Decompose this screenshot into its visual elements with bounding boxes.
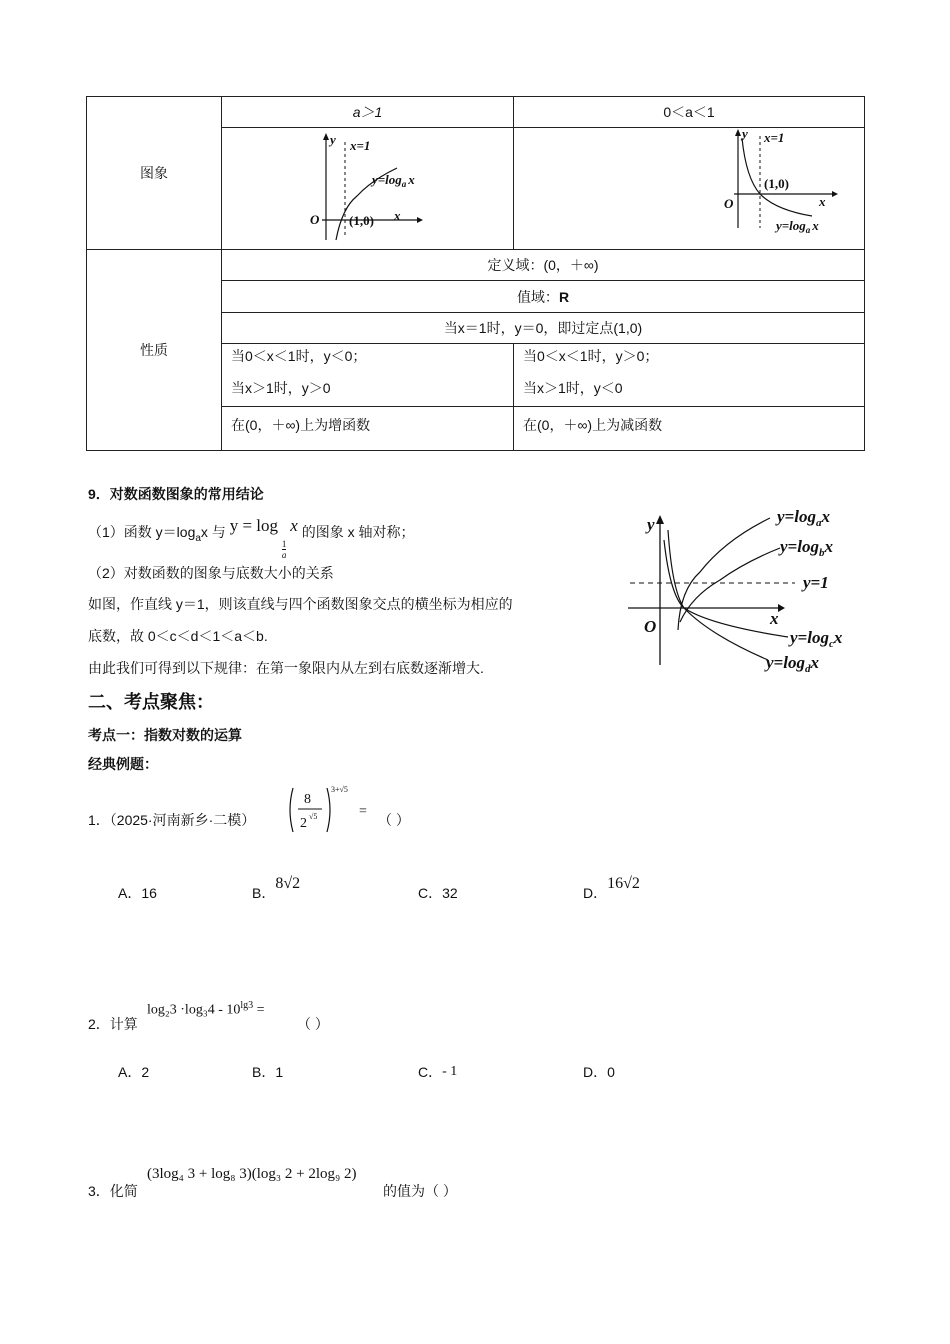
right-sign-line-1: 当0＜x＜1时，y＞0； [523, 348, 659, 364]
q3-stem: 3．化简 [88, 1183, 138, 1199]
q2-blank: （ ） [297, 1016, 329, 1032]
q1-frac-num: 8 [304, 792, 311, 807]
g2-origin-label: O [724, 196, 734, 211]
section9-para-3: 如图，作直线 y＝1，则该直线与四个函数图象交点的横坐标为相应的 [88, 596, 513, 612]
fig-label-c: $y=\log_cx$ [790, 628, 843, 650]
header-a-lt-1: 0＜a＜1 [663, 104, 715, 120]
graph-log-increasing [222, 128, 513, 249]
q2-stem: 2．计算 [88, 1016, 138, 1032]
g2-y-axis-label: y [742, 128, 748, 141]
header-a-gt-1: a＞1 [352, 104, 383, 120]
row-label-property: 性质 [140, 342, 168, 358]
q1-option-d[interactable]: D．16√2 [583, 875, 640, 901]
left-sign-line-1: 当0＜x＜1时，y＜0； [231, 348, 367, 364]
q2-option-a[interactable]: A．2 [118, 1064, 150, 1080]
g1-x-axis-label: x [394, 208, 401, 223]
section9-para-4: 底数，故 0＜c＜d＜1＜a＜b. [88, 628, 268, 644]
g2-x-axis-label: x [819, 194, 826, 209]
g2-point-label: (1,0) [764, 176, 789, 191]
q1-option-b[interactable]: B．8√2 [252, 875, 301, 901]
q1-frac-den: 2 [300, 816, 307, 831]
fig-label-y1: y=1 [803, 573, 829, 592]
right-mono: 在(0，＋∞)上为减函数 [523, 417, 663, 433]
g2-curve-label: $y=\log_a$ x [776, 218, 819, 235]
q2-formula: $\log_23 \cdot\log_34 - 10^{lg3}$ = [147, 1000, 265, 1018]
g1-origin-label: O [310, 212, 320, 227]
range-cell: 值域： R [516, 288, 570, 305]
right-sign-line-2: 当x＞1时，y＜0 [523, 380, 623, 396]
q1-blank: （ ） [378, 812, 410, 828]
section9-para-1: （1）函数 $y=\log_ax$ 与 y = log $\frac{1}{a}$ x 的图象 x 轴对称； [88, 516, 415, 560]
q1-outer-exp: 3+√5 [331, 785, 348, 794]
section9-para-5: 由此我们可得到以下规律：在第一象限内从左到右底数逐渐增大. [88, 660, 484, 676]
q3-tail: 的值为（ ） [383, 1183, 457, 1199]
properties-table [86, 96, 865, 451]
g1-point-label: (1,0) [349, 213, 374, 228]
q1-den-exp: √5 [309, 812, 318, 821]
q3-formula: (3log₄ 3 + log₈ 3)(log₃ 2 + 2log₉ 2) [147, 1166, 357, 1182]
fig-x-axis-label: x [770, 609, 779, 628]
q1-option-c[interactable]: C．32 [418, 885, 458, 901]
log-curves-figure [620, 500, 860, 685]
section2-title: 二、考点聚焦： [88, 692, 214, 712]
fig-label-b: $y=\log_bx$ [780, 537, 833, 559]
left-mono: 在(0，＋∞)上为增函数 [231, 417, 371, 433]
q2-option-d[interactable]: D．0 [583, 1064, 615, 1080]
fig-label-a: $y=\log_ax$ [777, 507, 830, 529]
topic1-heading: 考点一：指数对数的运算 [88, 727, 242, 743]
q1-option-a[interactable]: A．16 [118, 885, 157, 901]
g2-x-eq-label: x=1 [764, 130, 785, 145]
g1-curve-label: $y=\log_a$ x [372, 172, 415, 189]
row-label-image: 图象 [140, 165, 168, 181]
fig-origin-label: O [644, 617, 657, 636]
graph-log-decreasing [514, 128, 864, 249]
fig-label-d: $y=\log_dx$ [766, 653, 819, 675]
section9-heading: 9．对数函数图象的常用结论 [88, 486, 264, 502]
left-sign-line-2: 当x＞1时，y＞0 [231, 380, 331, 396]
q2-option-b[interactable]: B．1 [252, 1064, 284, 1080]
domain-cell: 定义域：(0，＋∞) [487, 257, 599, 273]
g1-x-eq-label: x=1 [350, 138, 371, 153]
section9-para-2: （2）对数函数的图象与底数大小的关系 [88, 565, 334, 581]
q1-stem: 1．（2025·河南新乡·二模） [88, 812, 256, 828]
examples-heading: 经典例题： [88, 756, 158, 772]
fig-y-axis-label: y [647, 515, 655, 534]
q2-option-c[interactable]: C．- 1 [418, 1064, 458, 1080]
g1-y-axis-label: y [330, 132, 336, 147]
q1-eq: = [359, 804, 367, 819]
fixed-point-cell: 当x＝1时，y＝0，即过定点(1,0) [443, 320, 643, 336]
